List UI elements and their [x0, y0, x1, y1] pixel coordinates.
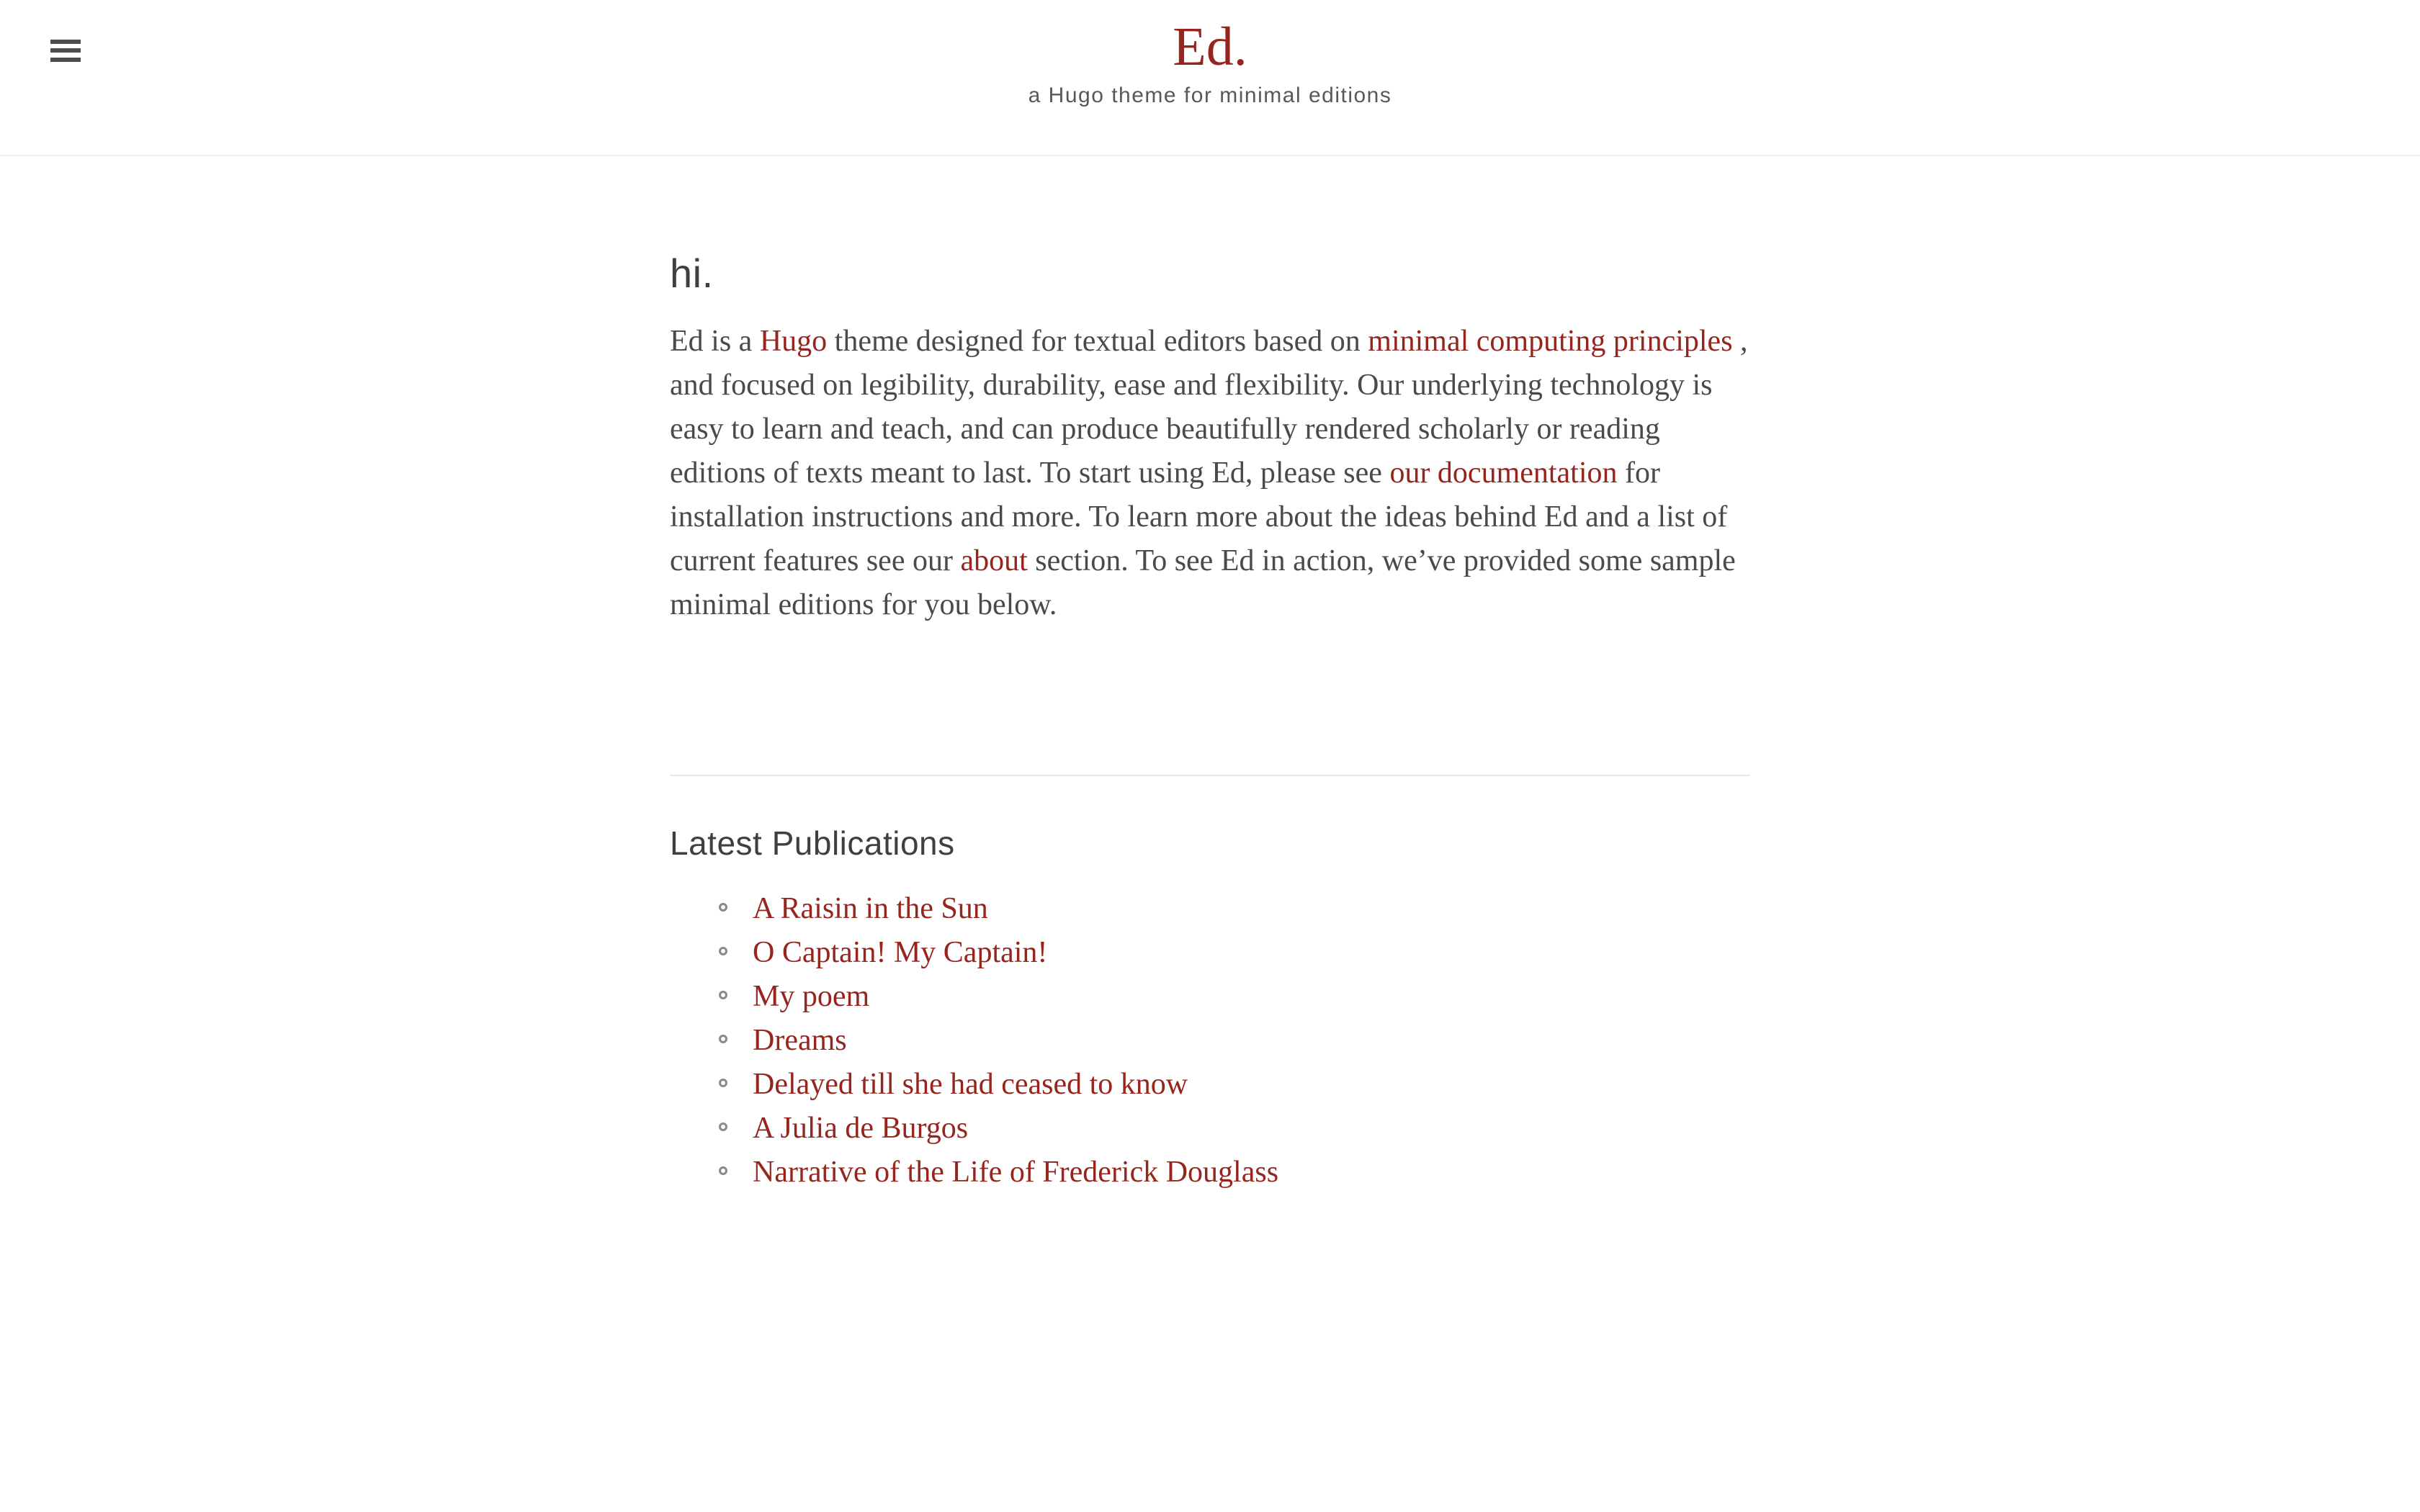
- site-header: [0, 0, 2420, 156]
- inline-link[interactable]: minimal computing principles: [1368, 325, 1733, 358]
- hamburger-icon: [50, 40, 81, 62]
- publication-link[interactable]: A Julia de Burgos: [753, 1112, 969, 1145]
- publication-link[interactable]: A Raisin in the Sun: [753, 892, 988, 925]
- paragraph-text: for installation instructions and more. To learn more about the ideas behind Ed and a list of current features see our: [670, 456, 1728, 577]
- paragraph-text: theme designed for textual editors based on: [827, 325, 1368, 358]
- publication-link[interactable]: Narrative of the Life of Frederick Douglass: [753, 1156, 1279, 1189]
- paragraph-text: section. To see Ed in action, we’ve provided some sample minimal editions for you below.: [670, 544, 1736, 621]
- section-divider: [670, 775, 1750, 776]
- publications-heading: Latest Publications: [670, 824, 955, 862]
- inline-link[interactable]: about: [960, 544, 1028, 577]
- publication-item: [670, 1151, 1750, 1194]
- publication-item: [670, 931, 1750, 975]
- publication-link[interactable]: My poem: [753, 980, 870, 1013]
- paragraph-text: , and focused on legibility, durability, ease and flexibility. Our underlying technology is easy to learn and teach, and can produce beautifully rendered scholarly or reading editions of texts meant to last. To start using Ed, please see: [670, 325, 1748, 490]
- publication-link[interactable]: Delayed till she had ceased to know: [753, 1068, 1188, 1101]
- circle-bullet-icon: [719, 991, 727, 999]
- publication-item: [670, 1019, 1750, 1063]
- site-title[interactable]: Ed.: [1173, 17, 1247, 77]
- circle-bullet-icon: [719, 1035, 727, 1043]
- page-title: hi.: [670, 251, 714, 296]
- circle-bullet-icon: [719, 1166, 727, 1175]
- publication-item: [670, 1063, 1750, 1107]
- menu-button[interactable]: [48, 35, 85, 66]
- publication-link[interactable]: O Captain! My Captain!: [753, 936, 1048, 969]
- publications-list: [670, 887, 1750, 1194]
- publication-item: [670, 1107, 1750, 1151]
- circle-bullet-icon: [719, 947, 727, 955]
- paragraph-text: Ed is a: [670, 325, 760, 358]
- publication-item: [670, 975, 1750, 1019]
- publication-item: [670, 887, 1750, 931]
- circle-bullet-icon: [719, 1079, 727, 1087]
- site-subtitle: a Hugo theme for minimal editions: [1028, 83, 1392, 107]
- main-content: [670, 156, 1750, 1194]
- publication-link[interactable]: Dreams: [753, 1024, 847, 1057]
- circle-bullet-icon: [719, 903, 727, 912]
- inline-link[interactable]: our documentation: [1389, 456, 1618, 490]
- circle-bullet-icon: [719, 1122, 727, 1131]
- inline-link[interactable]: Hugo: [759, 325, 828, 358]
- intro-paragraph: [670, 320, 1750, 627]
